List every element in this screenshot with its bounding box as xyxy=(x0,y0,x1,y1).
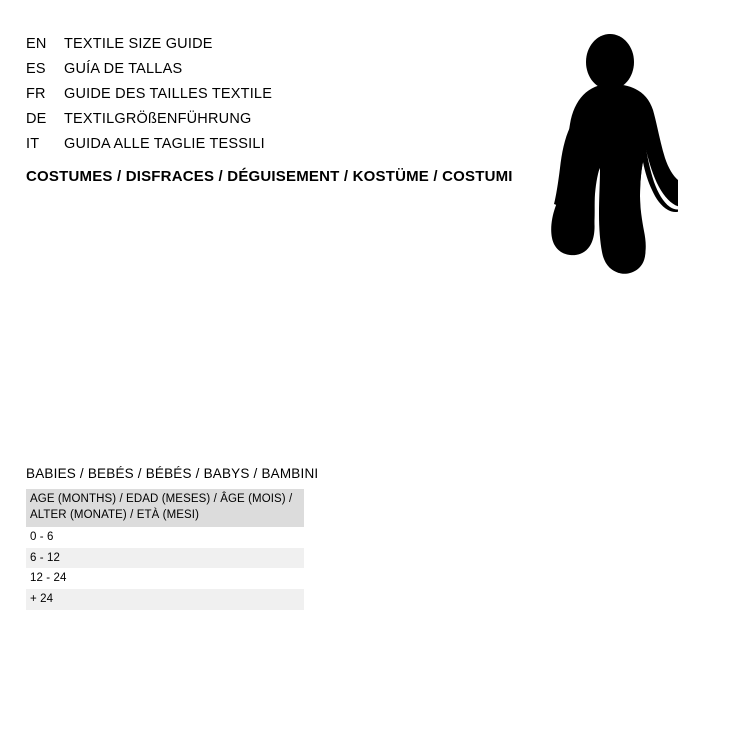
language-code: DE xyxy=(26,111,47,127)
table-row xyxy=(26,568,304,589)
table-caption: BABIES / BEBÉS / BÉBÉS / BABYS / BAMBINI xyxy=(26,466,319,481)
language-code: ES xyxy=(26,61,46,77)
language-title: GUÍA DE TALLAS xyxy=(64,61,183,77)
language-row-fr xyxy=(26,86,446,111)
language-code: FR xyxy=(26,86,46,102)
table-header-age: AGE (MONTHS) / EDAD (MESES) / ÂGE (MOIS) / ALTER (MONATE) / ETÀ (MESI) xyxy=(26,489,304,527)
language-title: TEXTILE SIZE GUIDE xyxy=(64,36,213,52)
language-title: GUIDA ALLE TAGLIE TESSILI xyxy=(64,136,265,152)
table-row xyxy=(26,589,304,610)
size-table xyxy=(26,489,304,610)
language-title-list xyxy=(26,36,446,161)
table-row xyxy=(26,527,304,548)
language-code: EN xyxy=(26,36,47,52)
language-title: TEXTILGRÖßENFÜHRUNG xyxy=(64,111,252,127)
table-header-row xyxy=(26,489,304,527)
table-cell-age: + 24 xyxy=(26,589,304,610)
table-cell-age: 6 - 12 xyxy=(26,548,304,569)
size-table-block xyxy=(26,466,446,610)
language-row-it xyxy=(26,136,446,161)
table-cell-age: 0 - 6 xyxy=(26,527,304,548)
language-code: IT xyxy=(26,136,40,152)
language-title: GUIDE DES TAILLES TEXTILE xyxy=(64,86,273,102)
language-row-en xyxy=(26,36,446,61)
language-row-de xyxy=(26,111,446,136)
category-heading: COSTUMES / DISFRACES / DÉGUISEMENT / KOSTÜME / COSTUMI xyxy=(26,168,513,185)
toddler-silhouette-icon xyxy=(548,32,678,280)
language-row-es xyxy=(26,61,446,86)
table-row xyxy=(26,548,304,569)
table-cell-age: 12 - 24 xyxy=(26,568,304,589)
